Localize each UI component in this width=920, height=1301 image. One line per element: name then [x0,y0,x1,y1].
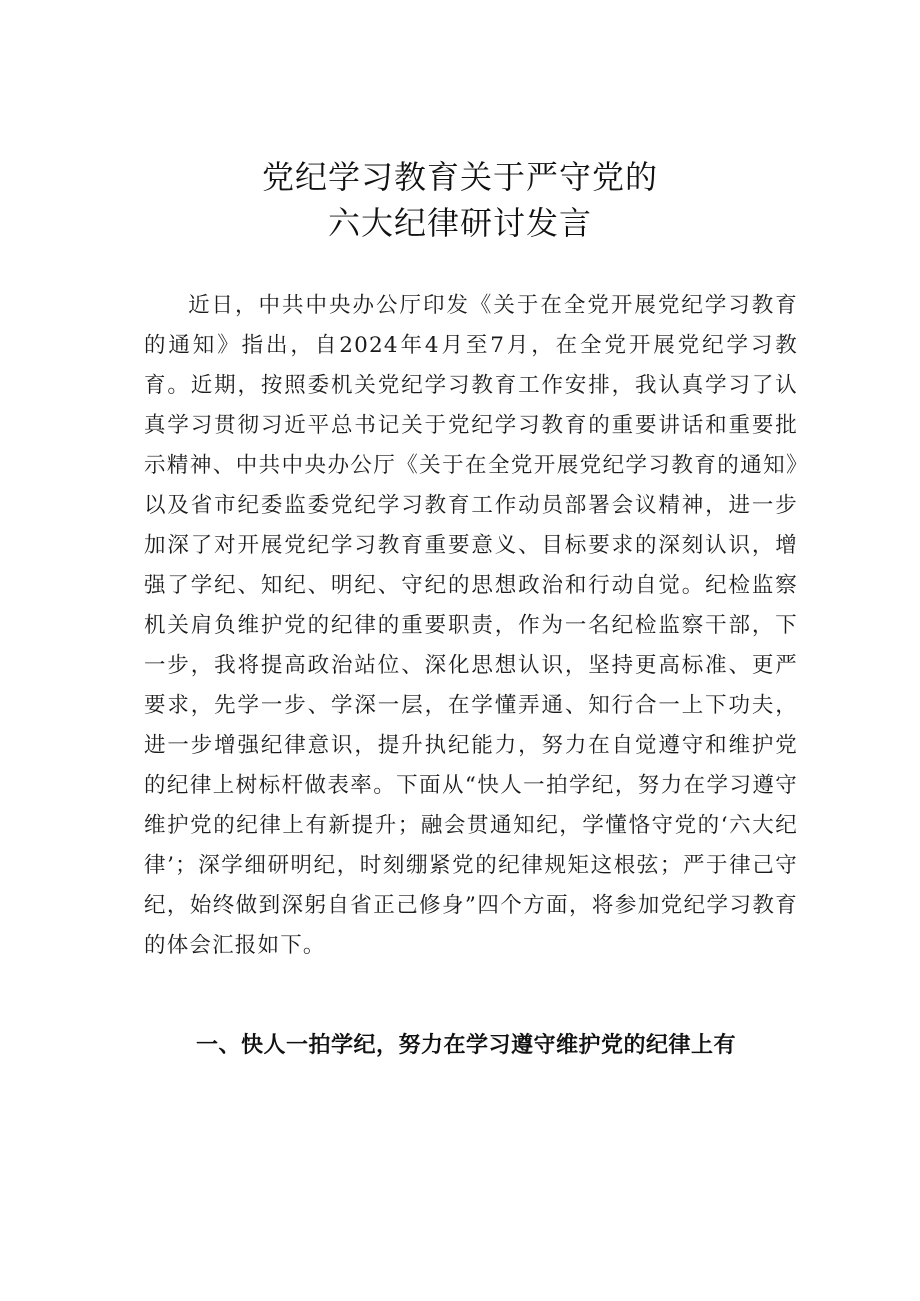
document-title [0,154,920,246]
section-heading: 一、快人一拍学纪，努力在学习遵守维护党的纪律上有 [196,1033,737,1058]
body-paragraph: 近日，中共中央办公厅印发《关于在全党开展党纪学习教育的通知》指出，自2024年4月至7月，在全党开展党纪学习教育。近期，按照委机关党纪学习教育工作安排，我认真学习了认真学习贯彻习近平总书记关于党纪学习教育的重要讲话和重要批示精神、中共中央办公厅《关于在全党开展党纪学习教育的通知》以及省市纪委监委党纪学习教育工作动员部署会议精神，进一步加深了对开展党纪学习教育重要意义、目标要求的深刻认识，增强了学纪、知纪、明纪、守纪的思想政治和行动自觉。纪检监察机关肩负维护党的纪律的重要职责，作为一名纪检监察干部，下一步，我将提高政治站位、深化思想认识，坚持更高标准、更严要求，先学一步、学深一层，在学懂弄通、知行合一上下功夫，进一步增强纪律意识，提升执纪能力，努力在自觉遵守和维护党的纪律上树标杆做表率。下面从“快人一拍学纪，努力在学习遵守维护党的纪律上有新提升；融会贯通知纪，学懂恪守党的‘六大纪律’；深学细研明纪，时刻绷紧党的纪律规矩这根弦；严于律己守纪，始终做到深躬自省正己修身”四个方面，将参加党纪学习教育的体会汇报如下。 [144,293,798,958]
title-line-2: 六大纪律研讨发言 [327,204,592,242]
title-line-1: 党纪学习教育关于严守党的 [261,158,658,196]
